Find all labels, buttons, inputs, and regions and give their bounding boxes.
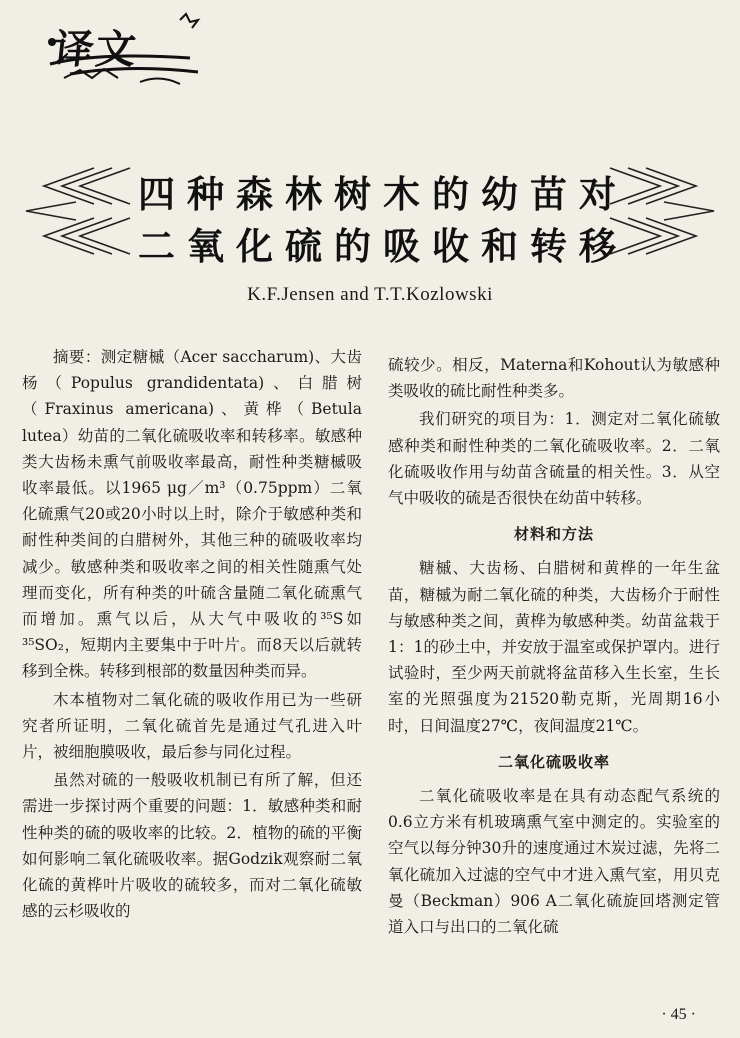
title-block [20, 158, 720, 268]
left-column [22, 344, 362, 926]
right-column [388, 352, 720, 942]
title-line-2: 二氧化硫的吸收和转移 [138, 224, 628, 268]
authors: K.F.Jensen and T.T.Kozlowski [247, 284, 493, 305]
section-heading-absorption: 二氧化硫吸收率 [497, 752, 610, 771]
abstract-paragraph: 摘要：测定糖槭（Acer saccharum)、大齿杨（Populus grandidentata)、白腊树（Fraxinus americana)、黄桦（Betula lutea）幼苗的二氧化硫吸收率和转移率。敏感种类大齿杨未熏气前吸收率最高，耐性种类糖槭吸收率最低。以1965 μg／m³（0.75ppm）二氧化硫熏气20或20小时以上时，除介于敏感种类和耐性种类间的白腊树外，其他三种的硫吸收率均减少。敏感种类和吸收率之间的相关性随熏气处理而变化，所有种类的叶硫含量随二氧化硫熏气而增加。熏气以后，从大气中吸收的³⁵S如³⁵SO₂，短期内主要集中于叶片。而8天以后就转移到全株。转移到根部的数量因种类而异。 [22, 348, 362, 681]
continued-paragraph: 硫较少。相反，Materna和Kohout认为敏感种类吸收的硫比耐性种类多。 [388, 356, 720, 401]
methods-paragraph: 糖槭、大齿杨、白腊树和黄桦的一年生盆苗，糖槭为耐二氧化硫的种类，大齿杨介于耐性与敏感种类之间，黄桦为敏感种类。幼苗盆栽于1：1的砂土中，并安放于温室或保护罩内。进行试验时，至少两天前就将盆苗移入生长室，生长室的光照强度为21520勒克斯，光周期16小时，日间温度27℃，夜间温度21℃。 [388, 559, 720, 735]
section-heading-methods: 材料和方法 [513, 525, 594, 544]
section-label: 译文 [51, 27, 141, 73]
section-banner [40, 12, 205, 92]
questions-paragraph: 虽然对硫的一般吸收机制已有所了解，但还需进一步探讨两个重要的问题：1．敏感种类和耐性种类的硫的吸收率的比较。2．植物的硫的平衡如何影响二氧化硫吸收率。据Godzik观察耐二氧化硫的黄桦叶片吸收的硫较多，而对二氧化硫敏感的云杉吸收的 [22, 771, 362, 921]
project-paragraph: 我们研究的项目为：1．测定对二氧化硫敏感种类和耐性种类的二氧化硫吸收率。2．二氧化硫吸收作用与幼苗含硫量的相关性。3．从空气中吸收的硫是否很快在幼苗中转移。 [388, 410, 720, 508]
title-line-1: 四种森林树木的幼苗对 [138, 172, 628, 216]
intro-paragraph: 木本植物对二氧化硫的吸收作用已为一些研究者所证明，二氧化硫首先是通过气孔进入叶片，被细胞膜吸收，最后参与同化过程。 [22, 690, 362, 762]
page-number: · 45 · [661, 1006, 696, 1023]
absorption-paragraph: 二氧化硫吸收率是在具有动态配气系统的0.6立方米有机玻璃熏气室中测定的。实验室的空气以每分钟30升的速度通过木炭过滤，先将二氧化硫加入过滤的空气中才进入熏气室，用贝克曼（Beckman）906 A二氧化硫旋回塔测定管道入口与出口的二氧化硫 [388, 787, 720, 937]
